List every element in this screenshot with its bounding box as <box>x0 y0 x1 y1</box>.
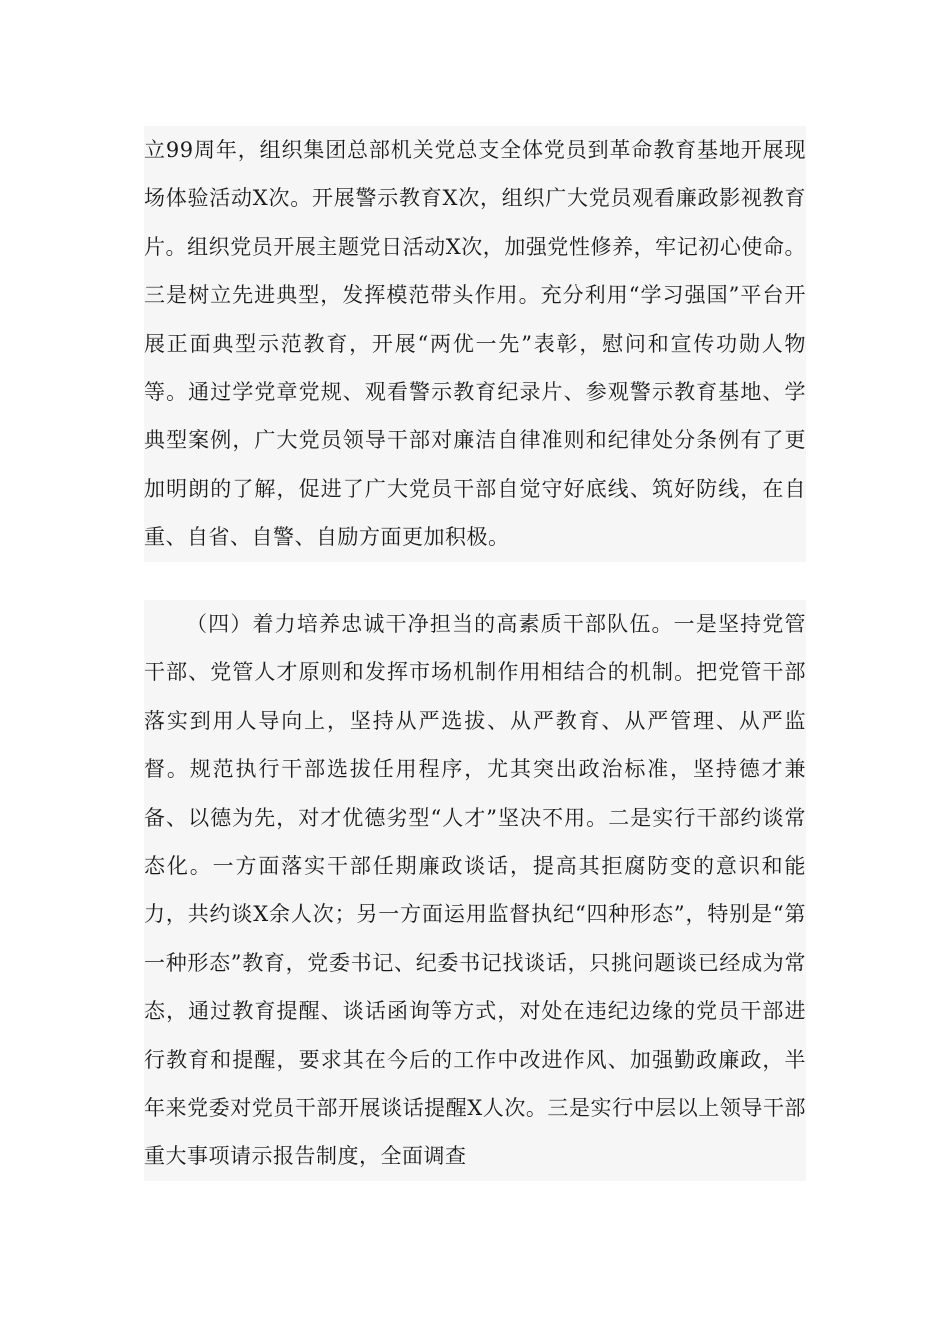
paragraph-continuation: 立99周年，组织集团总部机关党总支全体党员到革命教育基地开展现场体验活动X次。开展警示教育X次，组织广大党员观看廉政影视教育片。组织党员开展主题党日活动X次，加强党性修养，牢记初心使命。三是树立先进典型，发挥模范带头作用。充分利用“学习强国”平台开展正面典型示范教育，开展“两优一先”表彰，慰问和宣传功勋人物等。通过学党章党规、观看警示教育纪录片、参观警示教育基地、学典型案例，广大党员领导干部对廉洁自律准则和纪律处分条例有了更加明朗的了解，促进了广大党员干部自觉守好底线、筑好防线，在自重、自省、自警、自励方面更加积极。 <box>144 138 806 550</box>
paragraph-section-four: （四）着力培养忠诚干净担当的高素质干部队伍。一是坚持党管干部、党管人才原则和发挥市场机制作用相结合的机制。把党管干部落实到用人导向上，坚持从严选拔、从严教育、从严管理、从严监督。规范执行干部选拔任用程序，尤其突出政治标准，坚持德才兼备、以德为先，对才优德劣型“人才”坚决不用。二是实行干部约谈常态化。一方面落实干部任期廉政谈话，提高其拒腐防变的意识和能力，共约谈X余人次；另一方面运用监督执纪“四种形态”，特别是“第一种形态”教育，党委书记、纪委书记找谈话，只挑问题谈已经成为常态，通过教育提醒、谈话函询等方式，对处在违纪边缘的党员干部进行教育和提醒，要求其在今后的工作中改进作风、加强勤政廉政，半年来党委对党员干部开展谈话提醒X人次。三是实行中层以上领导干部重大事项请示报告制度，全面调查 <box>144 612 806 1169</box>
paragraph-block-continuation <box>144 126 806 562</box>
paragraph-block-section-four <box>144 600 806 1181</box>
